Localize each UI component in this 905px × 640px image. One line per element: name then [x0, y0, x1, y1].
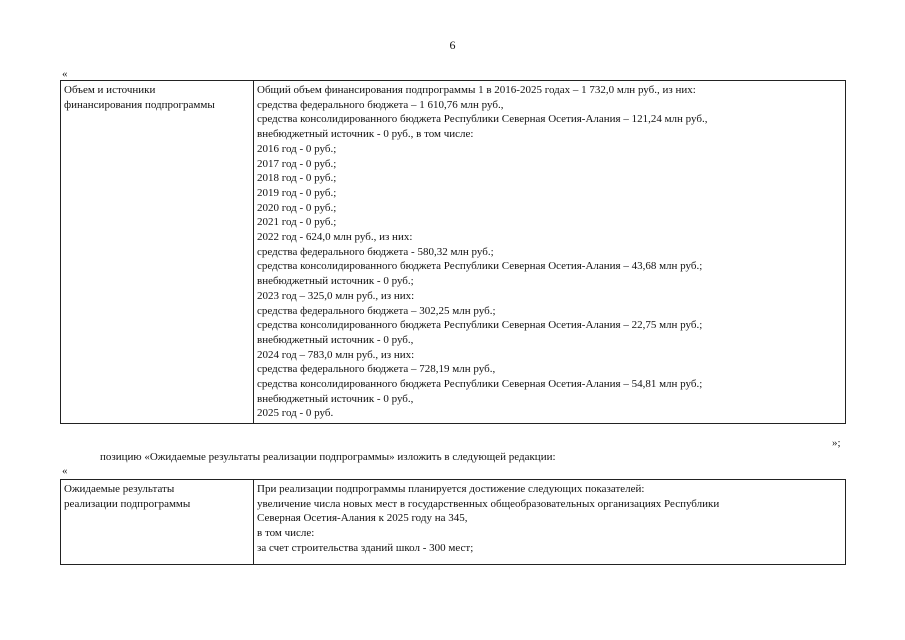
label-line: реализации подпрограммы: [64, 497, 191, 510]
content-line: 2024 год – 783,0 млн руб., из них:: [257, 348, 415, 361]
results-table: [60, 479, 846, 565]
page-number: 6: [449, 38, 456, 52]
close-quote: »;: [832, 437, 841, 449]
financing-table: [60, 80, 846, 424]
label-line: финансирования подпрограммы: [64, 98, 215, 111]
open-quote-1: «: [62, 68, 68, 80]
content-line: внебюджетный источник - 0 руб.;: [257, 275, 414, 288]
label-line: Объем и источники: [64, 84, 156, 96]
open-quote-2: «: [62, 465, 68, 477]
content-line: 2019 год - 0 руб.;: [257, 186, 337, 199]
content-line: 2017 год - 0 руб.;: [257, 157, 337, 170]
content-line: средства консолидированного бюджета Республики Северная Осетия-Алания – 43,68 млн руб.;: [257, 260, 703, 273]
content-line: При реализации подпрограммы планируется достижение следующих показателей:: [257, 483, 645, 495]
results-row: [61, 480, 846, 565]
content-line: внебюджетный источник - 0 руб., в том числе:: [257, 128, 474, 141]
content-line: 2021 год - 0 руб.;: [257, 216, 337, 229]
content-line: увеличение числа новых мест в государственных общеобразовательных организациях Республики: [257, 497, 720, 510]
content-line: средства консолидированного бюджета Республики Северная Осетия-Алания – 121,24 млн руб.,: [257, 113, 708, 126]
content-line: за счет строительства зданий школ - 300 мест;: [257, 541, 474, 554]
content-line: Общий объем финансирования подпрограммы 1 в 2016-2025 годах – 1 732,0 млн руб., из них:: [257, 84, 696, 96]
results-label: [61, 480, 254, 565]
content-line: средства федерального бюджета – 1 610,76 млн руб.,: [257, 98, 504, 111]
content-line: средства федерального бюджета - 580,32 млн руб.;: [257, 245, 494, 258]
results-content: [254, 480, 846, 565]
content-line: внебюджетный источник - 0 руб.,: [257, 333, 414, 346]
content-line: 2023 год – 325,0 млн руб., из них:: [257, 289, 415, 302]
content-line: средства консолидированного бюджета Республики Северная Осетия-Алания – 22,75 млн руб.;: [257, 319, 703, 332]
content-line: 2016 год - 0 руб.;: [257, 142, 337, 155]
financing-label: [61, 81, 254, 424]
content-line: в том числе:: [257, 527, 315, 540]
financing-row: [61, 81, 846, 424]
content-line: средства консолидированного бюджета Республики Северная Осетия-Алания – 54,81 млн руб.;: [257, 378, 703, 391]
content-line: 2020 год - 0 руб.;: [257, 201, 337, 214]
content-line: Северная Осетия-Алания к 2025 году на 345,: [257, 512, 468, 525]
content-line: 2022 год - 624,0 млн руб., из них:: [257, 231, 413, 244]
content-line: внебюджетный источник - 0 руб.,: [257, 392, 414, 405]
label-line: Ожидаемые результаты: [64, 483, 175, 495]
content-line: 2018 год - 0 руб.;: [257, 172, 337, 185]
content-line: 2025 год - 0 руб.: [257, 407, 334, 420]
content-line: средства федерального бюджета – 302,25 млн руб.;: [257, 304, 496, 317]
instruction-paragraph: позицию «Ожидаемые результаты реализации подпрограммы» изложить в следующей редакции:: [100, 451, 556, 463]
content-line: средства федерального бюджета – 728,19 млн руб.,: [257, 363, 496, 376]
financing-content: [254, 81, 846, 424]
